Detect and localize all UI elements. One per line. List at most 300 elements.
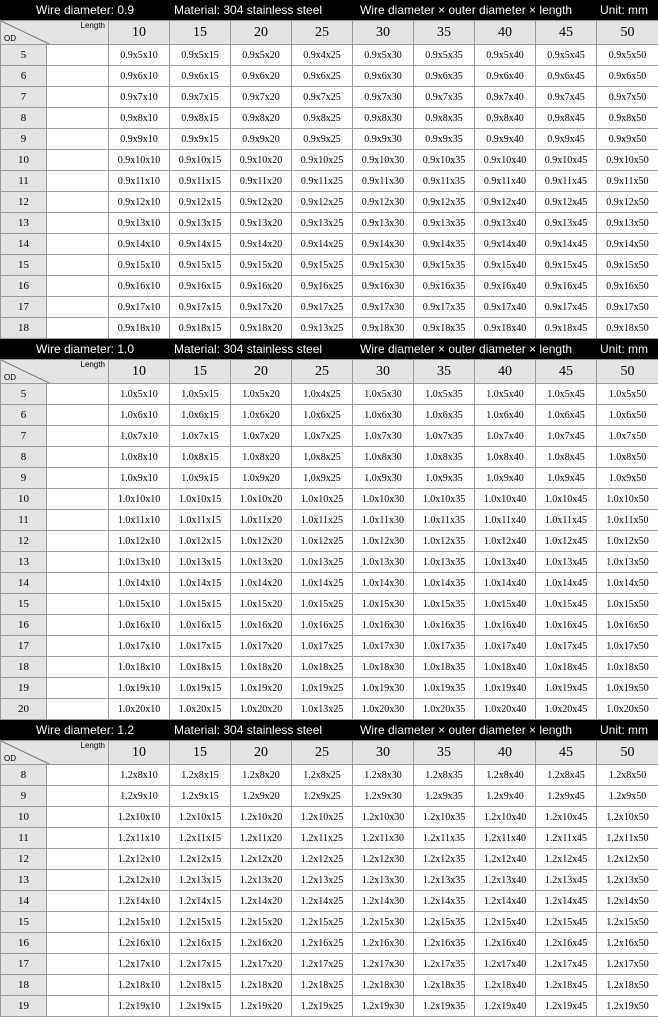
spec-cell: 0.9x6x30: [353, 66, 414, 87]
spec-cell: 0.9x13x25: [292, 318, 353, 339]
od-cell: 20: [1, 699, 47, 720]
spec-cell: 0.9x10x35: [414, 150, 475, 171]
spec-cell: 1.0x19x15: [170, 678, 231, 699]
spec-cell: 1.2x11x25: [292, 828, 353, 849]
spec-cell: 1.0x7x45: [536, 426, 597, 447]
od-cell: 9: [1, 129, 47, 150]
length-header-cell: 30: [353, 741, 414, 765]
blank-cell: [47, 405, 109, 426]
spec-cell: 1.2x9x15: [170, 786, 231, 807]
spec-cell: 0.9x16x25: [292, 276, 353, 297]
spec-cell: 0.9x9x30: [353, 129, 414, 150]
spec-cell: 0.9x5x15: [170, 45, 231, 66]
spec-cell: 0.9x6x40: [475, 66, 536, 87]
spec-cell: 0.9x12x40: [475, 192, 536, 213]
blank-cell: [47, 66, 109, 87]
spec-cell: 1.0x13x35: [414, 552, 475, 573]
spec-cell: 1.2x15x10: [109, 912, 170, 933]
od-cell: 5: [1, 384, 47, 405]
spec-cell: 1.0x12x40: [475, 531, 536, 552]
spec-cell: 0.9x15x30: [353, 255, 414, 276]
spec-cell: 1.0x13x20: [231, 552, 292, 573]
spec-cell: 1.0x17x45: [536, 636, 597, 657]
spec-cell: 1.2x10x30: [353, 807, 414, 828]
length-header-cell: 10: [109, 21, 170, 45]
column-header-row: [1, 360, 658, 384]
table-row: [1, 171, 658, 192]
spec-cell: 1.0x19x45: [536, 678, 597, 699]
length-header-cell: 45: [536, 741, 597, 765]
spec-cell: 0.9x10x25: [292, 150, 353, 171]
spec-cell: 1.2x15x40: [475, 912, 536, 933]
spec-cell: 1.0x5x15: [170, 384, 231, 405]
table-row: [1, 573, 658, 594]
spec-cell: 1.0x10x45: [536, 489, 597, 510]
spec-cell: 1.0x18x30: [353, 657, 414, 678]
spec-cell: 1.0x8x50: [597, 447, 658, 468]
spec-cell: 0.9x15x50: [597, 255, 658, 276]
spec-cell: 0.9x14x45: [536, 234, 597, 255]
blank-cell: [47, 531, 109, 552]
spec-cell: 0.9x18x15: [170, 318, 231, 339]
blank-cell: [47, 615, 109, 636]
spec-cell: 0.9x7x50: [597, 87, 658, 108]
spec-cell: 1.0x8x30: [353, 447, 414, 468]
blank-cell: [47, 255, 109, 276]
spec-cell: 0.9x16x35: [414, 276, 475, 297]
spec-cell: 1.0x12x50: [597, 531, 658, 552]
spec-cell: 0.9x10x40: [475, 150, 536, 171]
table-row: [1, 318, 658, 339]
spec-cell: 1.2x11x40: [475, 828, 536, 849]
spec-cell: 1.0x15x50: [597, 594, 658, 615]
table-row: [1, 657, 658, 678]
spec-cell: 1.2x16x10: [109, 933, 170, 954]
spec-cell: 1.0x16x20: [231, 615, 292, 636]
blank-cell: [47, 636, 109, 657]
blank-cell: [47, 297, 109, 318]
spec-cell: 0.9x15x10: [109, 255, 170, 276]
spec-cell: 0.9x12x50: [597, 192, 658, 213]
spec-cell: 1.2x14x15: [170, 891, 231, 912]
spec-cell: 1.2x18x40: [475, 975, 536, 996]
od-cell: 12: [1, 849, 47, 870]
spec-cell: 1.2x10x45: [536, 807, 597, 828]
spec-cell: 1.2x12x45: [536, 849, 597, 870]
table-row: [1, 192, 658, 213]
spec-cell: 1.2x16x15: [170, 933, 231, 954]
spec-cell: 0.9x15x25: [292, 255, 353, 276]
blank-cell: [47, 765, 109, 786]
spec-cell: 1.2x18x25: [292, 975, 353, 996]
spec-cell: 1.2x19x15: [170, 996, 231, 1017]
spec-cell: 0.9x10x20: [231, 150, 292, 171]
spec-cell: 1.0x5x10: [109, 384, 170, 405]
spec-cell: 1.2x9x10: [109, 786, 170, 807]
spec-cell: 1.0x10x40: [475, 489, 536, 510]
spec-cell: 1.0x12x10: [109, 531, 170, 552]
spec-cell: 1.0x20x40: [475, 699, 536, 720]
spec-cell: 1.0x14x25: [292, 573, 353, 594]
spec-cell: 1.0x6x45: [536, 405, 597, 426]
spec-cell: 0.9x8x50: [597, 108, 658, 129]
spec-cell: 0.9x12x45: [536, 192, 597, 213]
spec-cell: 1.0x7x30: [353, 426, 414, 447]
table-row: [1, 276, 658, 297]
spec-cell: 1.2x16x20: [231, 933, 292, 954]
spec-cell: 1.2x18x20: [231, 975, 292, 996]
spec-cell: 1.0x17x30: [353, 636, 414, 657]
spec-cell: 1.2x14x45: [536, 891, 597, 912]
spec-cell: 1.0x19x50: [597, 678, 658, 699]
spec-cell: 0.9x13x20: [231, 213, 292, 234]
spec-cell: 1.2x14x40: [475, 891, 536, 912]
spec-cell: 1.0x11x40: [475, 510, 536, 531]
od-cell: 5: [1, 45, 47, 66]
blank-cell: [47, 468, 109, 489]
spec-cell: 1.0x13x25: [292, 552, 353, 573]
spec-cell: 0.9x14x10: [109, 234, 170, 255]
spec-cell: 1.2x16x45: [536, 933, 597, 954]
spec-cell: 1.2x12x10: [109, 870, 170, 891]
blank-cell: [47, 573, 109, 594]
spec-cell: 0.9x5x20: [231, 45, 292, 66]
spec-cell: 0.9x10x30: [353, 150, 414, 171]
spec-cell: 0.9x18x35: [414, 318, 475, 339]
spec-cell: 1.0x20x50: [597, 699, 658, 720]
blank-cell: [47, 489, 109, 510]
spec-cell: 1.0x6x30: [353, 405, 414, 426]
spec-cell: 1.0x7x10: [109, 426, 170, 447]
spec-cell: 0.9x17x40: [475, 297, 536, 318]
spec-cell: 1.0x9x35: [414, 468, 475, 489]
spec-cell: 1.2x10x20: [231, 807, 292, 828]
spec-cell: 0.9x10x10: [109, 150, 170, 171]
spec-cell: 0.9x13x30: [353, 213, 414, 234]
spec-cell: 0.9x9x10: [109, 129, 170, 150]
spec-cell: 1.0x19x30: [353, 678, 414, 699]
spec-cell: 0.9x6x35: [414, 66, 475, 87]
material-label: Material: 304 stainless steel: [174, 342, 323, 356]
spec-cell: 1.2x14x10: [109, 891, 170, 912]
blank-cell: [47, 699, 109, 720]
table-row: [1, 807, 658, 828]
table-row: [1, 870, 658, 891]
length-header-cell: 25: [292, 741, 353, 765]
spec-cell: 1.0x10x20: [231, 489, 292, 510]
spec-cell: 0.9x18x10: [109, 318, 170, 339]
spec-cell: 1.0x16x35: [414, 615, 475, 636]
spec-cell: 0.9x11x15: [170, 171, 231, 192]
spec-cell: 1.0x15x15: [170, 594, 231, 615]
od-cell: 14: [1, 573, 47, 594]
spec-cell: 0.9x17x15: [170, 297, 231, 318]
spec-cell: 0.9x18x30: [353, 318, 414, 339]
spec-cell: 1.0x17x20: [231, 636, 292, 657]
spec-cell: 1.2x12x25: [292, 849, 353, 870]
spec-cell: 0.9x18x40: [475, 318, 536, 339]
spec-cell: 0.9x11x50: [597, 171, 658, 192]
blank-cell: [47, 912, 109, 933]
od-cell: 13: [1, 870, 47, 891]
table-row: [1, 552, 658, 573]
spec-cell: 0.9x11x45: [536, 171, 597, 192]
spec-cell: 1.0x20x30: [353, 699, 414, 720]
od-cell: 9: [1, 786, 47, 807]
od-cell: 7: [1, 87, 47, 108]
spec-cell: 1.0x16x25: [292, 615, 353, 636]
spec-cell: 1.0x10x10: [109, 489, 170, 510]
od-cell: 18: [1, 657, 47, 678]
spec-cell: 0.9x15x45: [536, 255, 597, 276]
blank-cell: [47, 975, 109, 996]
length-header-cell: 45: [536, 21, 597, 45]
spec-cell: 1.0x12x20: [231, 531, 292, 552]
spec-cell: 1.0x10x15: [170, 489, 231, 510]
spec-cell: 1.0x14x15: [170, 573, 231, 594]
spec-cell: 0.9x7x45: [536, 87, 597, 108]
spec-cell: 1.2x13x15: [170, 870, 231, 891]
table-row: [1, 933, 658, 954]
od-cell: 11: [1, 171, 47, 192]
spec-cell: 1.2x18x45: [536, 975, 597, 996]
spec-cell: 1.0x10x35: [414, 489, 475, 510]
od-cell: 12: [1, 192, 47, 213]
table-row: [1, 468, 658, 489]
spec-cell: 0.9x14x35: [414, 234, 475, 255]
spec-cell: 1.2x11x15: [170, 828, 231, 849]
table-row: [1, 531, 658, 552]
spec-cell: 1.0x11x45: [536, 510, 597, 531]
spec-cell: 1.0x19x20: [231, 678, 292, 699]
wire-diameter-label: Wire diameter: 1.0: [36, 342, 135, 356]
spec-cell: 0.9x8x45: [536, 108, 597, 129]
dimension-format-label: Wire diameter × outer diameter × length: [360, 3, 573, 17]
table-row: [1, 405, 658, 426]
length-header-cell: 15: [170, 741, 231, 765]
length-header-cell: 25: [292, 21, 353, 45]
table-row: [1, 297, 658, 318]
spec-cell: 1.2x14x20: [231, 891, 292, 912]
spec-cell: 0.9x11x20: [231, 171, 292, 192]
spec-cell: 1.0x16x10: [109, 615, 170, 636]
spec-cell: 1.2x8x30: [353, 765, 414, 786]
spec-cell: 1.2x17x40: [475, 954, 536, 975]
spec-cell: 1.0x6x40: [475, 405, 536, 426]
length-header-cell: 25: [292, 360, 353, 384]
unit-label: Unit: mm: [600, 723, 648, 737]
spec-cell: 0.9x6x20: [231, 66, 292, 87]
spec-cell: 0.9x12x15: [170, 192, 231, 213]
section-header-bar: [0, 0, 658, 20]
spec-cell: 1.2x11x45: [536, 828, 597, 849]
spec-cell: 1.2x12x15: [170, 849, 231, 870]
spec-cell: 1.2x11x30: [353, 828, 414, 849]
spec-cell: 1.2x19x25: [292, 996, 353, 1017]
od-cell: 10: [1, 807, 47, 828]
spec-cell: 1.0x6x15: [170, 405, 231, 426]
spec-cell: 1.2x18x50: [597, 975, 658, 996]
od-cell: 17: [1, 636, 47, 657]
spec-cell: 1.0x18x15: [170, 657, 231, 678]
spec-cell: 0.9x12x25: [292, 192, 353, 213]
spec-cell: 0.9x16x50: [597, 276, 658, 297]
od-cell: 16: [1, 615, 47, 636]
blank-cell: [47, 384, 109, 405]
length-axis-label: Length: [80, 741, 105, 750]
spec-cell: 1.0x17x35: [414, 636, 475, 657]
spec-cell: 1.2x13x35: [414, 870, 475, 891]
spec-cell: 1.0x7x15: [170, 426, 231, 447]
spec-cell: 0.9x17x10: [109, 297, 170, 318]
spec-cell: 1.2x18x10: [109, 975, 170, 996]
spec-cell: 1.2x19x40: [475, 996, 536, 1017]
spec-cell: 1.0x16x15: [170, 615, 231, 636]
spec-cell: 1.2x19x35: [414, 996, 475, 1017]
od-cell: 15: [1, 912, 47, 933]
spec-cell: 0.9x18x45: [536, 318, 597, 339]
spec-cell: 1.2x8x40: [475, 765, 536, 786]
spec-cell: 1.0x15x10: [109, 594, 170, 615]
spec-cell: 1.2x11x35: [414, 828, 475, 849]
blank-cell: [47, 426, 109, 447]
spec-cell: 1.2x8x10: [109, 765, 170, 786]
spec-cell: 0.9x10x50: [597, 150, 658, 171]
spec-cell: 1.0x15x20: [231, 594, 292, 615]
spec-cell: 0.9x4x25: [292, 45, 353, 66]
spec-cell: 0.9x16x30: [353, 276, 414, 297]
blank-cell: [47, 276, 109, 297]
spec-cell: 1.0x17x25: [292, 636, 353, 657]
spec-cell: 1.0x11x15: [170, 510, 231, 531]
length-header-cell: 15: [170, 21, 231, 45]
spec-cell: 1.0x18x50: [597, 657, 658, 678]
spec-cell: 0.9x17x50: [597, 297, 658, 318]
table-row: [1, 108, 658, 129]
spec-cell: 1.0x7x25: [292, 426, 353, 447]
spec-cell: 1.2x19x30: [353, 996, 414, 1017]
spec-cell: 1.0x5x40: [475, 384, 536, 405]
wire-diameter-label: Wire diameter: 0.9: [36, 3, 135, 17]
spec-cell: 0.9x9x15: [170, 129, 231, 150]
table-row: [1, 615, 658, 636]
length-axis-label: Length: [80, 360, 105, 369]
spec-cell: 0.9x11x25: [292, 171, 353, 192]
table-row: [1, 150, 658, 171]
spec-cell: 0.9x15x40: [475, 255, 536, 276]
od-cell: 19: [1, 678, 47, 699]
spec-cell: 1.2x9x50: [597, 786, 658, 807]
spec-cell: 0.9x5x40: [475, 45, 536, 66]
spec-cell: 1.0x12x35: [414, 531, 475, 552]
spec-cell: 1.0x11x25: [292, 510, 353, 531]
length-header-cell: 10: [109, 360, 170, 384]
od-axis-label: OD: [4, 34, 16, 43]
od-cell: 6: [1, 66, 47, 87]
spec-cell: 0.9x15x15: [170, 255, 231, 276]
length-header-cell: 10: [109, 741, 170, 765]
spec-cell: 1.2x17x30: [353, 954, 414, 975]
blank-cell: [47, 150, 109, 171]
blank-cell: [47, 828, 109, 849]
blank-cell: [47, 318, 109, 339]
spec-cell: 1.2x8x25: [292, 765, 353, 786]
spec-cell: 0.9x6x45: [536, 66, 597, 87]
spec-cell: 1.2x16x35: [414, 933, 475, 954]
spec-cell: 1.2x10x50: [597, 807, 658, 828]
table-row: [1, 384, 658, 405]
spec-cell: 0.9x11x10: [109, 171, 170, 192]
table-row: [1, 699, 658, 720]
spec-cell: 0.9x18x50: [597, 318, 658, 339]
spec-cell: 0.9x9x25: [292, 129, 353, 150]
spec-cell: 1.0x19x10: [109, 678, 170, 699]
spec-cell: 1.2x12x35: [414, 849, 475, 870]
unit-label: Unit: mm: [600, 3, 648, 17]
blank-cell: [47, 786, 109, 807]
spec-cell: 1.0x8x25: [292, 447, 353, 468]
spec-cell: 1.2x14x30: [353, 891, 414, 912]
spec-cell: 1.0x20x20: [231, 699, 292, 720]
od-cell: 16: [1, 276, 47, 297]
spec-cell: 1.2x14x35: [414, 891, 475, 912]
spec-cell: 1.0x19x35: [414, 678, 475, 699]
spec-cell: 1.2x10x15: [170, 807, 231, 828]
spec-cell: 1.0x15x30: [353, 594, 414, 615]
blank-cell: [47, 552, 109, 573]
spec-cell: 1.0x14x20: [231, 573, 292, 594]
spec-cell: 1.2x17x10: [109, 954, 170, 975]
spec-cell: 1.0x13x10: [109, 552, 170, 573]
spec-cell: 1.0x13x45: [536, 552, 597, 573]
corner-header-cell: [1, 21, 109, 45]
od-cell: 17: [1, 297, 47, 318]
column-header-row: [1, 21, 658, 45]
spec-cell: 1.0x18x40: [475, 657, 536, 678]
spec-cell: 1.0x16x45: [536, 615, 597, 636]
spec-cell: 1.2x12x10: [109, 849, 170, 870]
spec-cell: 0.9x6x50: [597, 66, 658, 87]
spec-cell: 1.0x5x50: [597, 384, 658, 405]
spec-cell: 0.9x14x40: [475, 234, 536, 255]
spec-cell: 0.9x5x45: [536, 45, 597, 66]
spec-cell: 0.9x12x35: [414, 192, 475, 213]
spec-cell: 1.2x17x35: [414, 954, 475, 975]
blank-cell: [47, 129, 109, 150]
spec-cell: 1.2x9x40: [475, 786, 536, 807]
od-cell: 14: [1, 234, 47, 255]
spec-cell: 0.9x11x35: [414, 171, 475, 192]
table-row: [1, 129, 658, 150]
spec-cell: 1.2x9x45: [536, 786, 597, 807]
spec-cell: 0.9x16x20: [231, 276, 292, 297]
spec-cell: 1.0x8x45: [536, 447, 597, 468]
spec-cell: 1.0x9x20: [231, 468, 292, 489]
table-row: [1, 975, 658, 996]
spec-table: [0, 740, 658, 1017]
spec-cell: 1.2x8x35: [414, 765, 475, 786]
spec-cell: 0.9x5x50: [597, 45, 658, 66]
spec-cell: 0.9x12x20: [231, 192, 292, 213]
spec-cell: 1.0x10x50: [597, 489, 658, 510]
table-row: [1, 996, 658, 1017]
spec-cell: 1.2x18x15: [170, 975, 231, 996]
spec-cell: 1.2x15x30: [353, 912, 414, 933]
corner-header-cell: [1, 360, 109, 384]
spec-cell: 0.9x17x30: [353, 297, 414, 318]
spec-cell: 1.2x8x15: [170, 765, 231, 786]
spec-cell: 1.0x18x10: [109, 657, 170, 678]
